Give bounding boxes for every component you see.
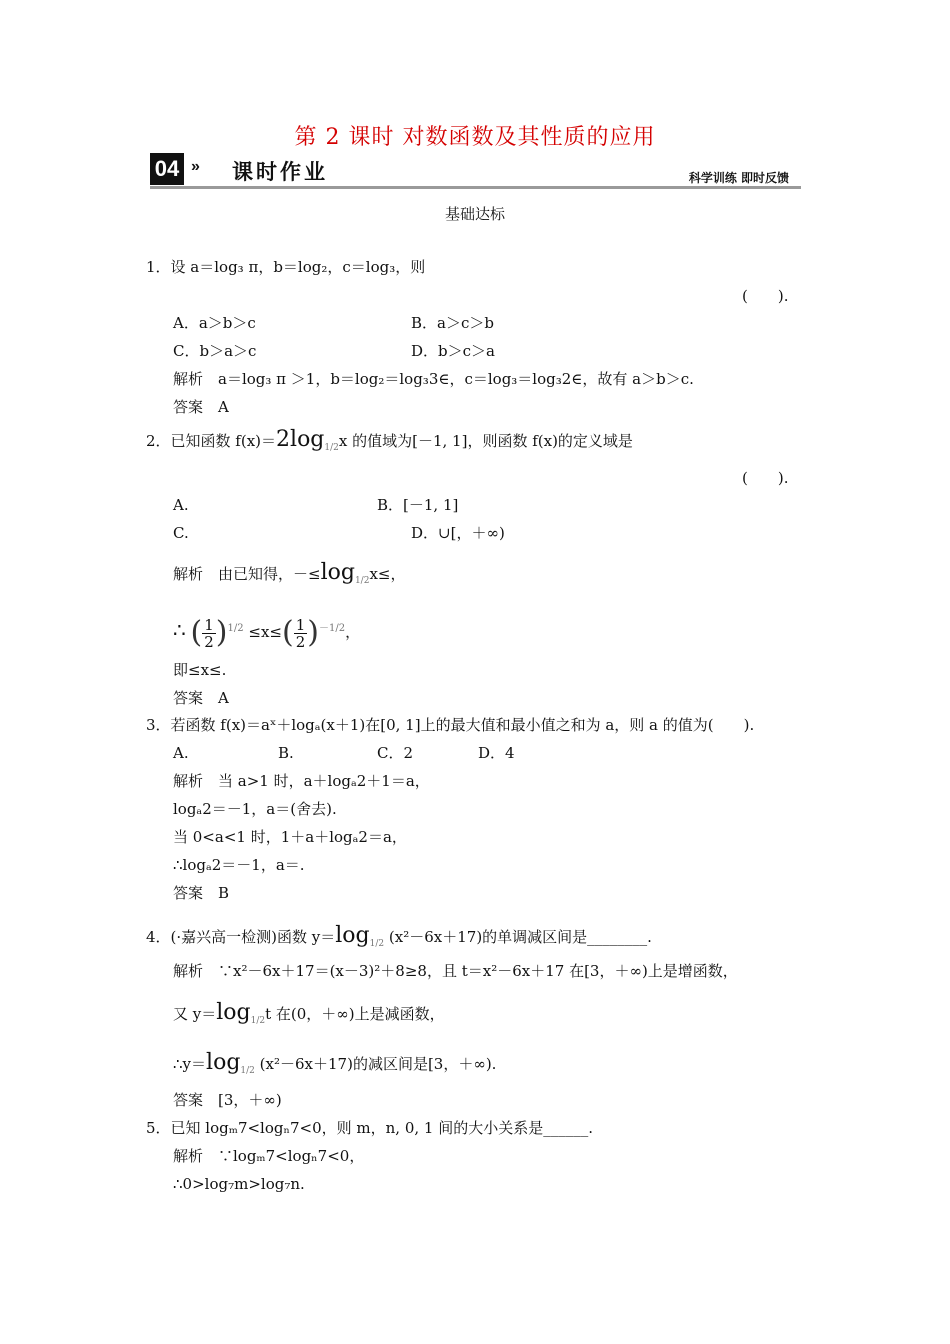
q5-analysis-1: 解析 ∵logₘ7<logₙ7<0， — [173, 1147, 365, 1165]
exponent-2: －1/2 — [318, 623, 346, 634]
q3-stem: 3．若函数 f(x)＝aˣ＋logₐ(x＋1)在[0, 1]上的最大值和最小值之和为 a，则 a 的值为( ). — [146, 716, 755, 734]
header-slogan: 科学训练 即时反馈 — [688, 171, 789, 185]
header-divider — [150, 186, 801, 189]
q2-stem-post: x 的值域为[－1, 1]，则函数 f(x)的定义域是 — [338, 432, 633, 450]
q2-analysis-base: 1/2 — [354, 576, 370, 586]
q2-inequality: ∴ ( $\frac{1}{2}$ )$^{1/2}$ ≤x≤( $\frac{1}{2}$ )$^{-1/2}$， — [173, 615, 361, 651]
q1-stem: 1．设 a＝log₃ π，b＝log₂，c＝log₃，则 — [146, 258, 426, 276]
q4-stem-post: (x²－6x＋17)的单调减区间是________. — [388, 928, 652, 946]
q4-analysis-3: $\therefore y=\log_{1/2}$ (x²－6x＋17)的减区间是[3，＋∞). — [173, 1050, 497, 1076]
q3-analysis-1: 解析 当 a>1 时，a＋logₐ2＋1＝a， — [173, 772, 430, 790]
q2-option-c: C. — [173, 524, 189, 542]
q3-option-b: B. — [278, 744, 294, 762]
q2-conclusion: 即≤x≤. — [173, 661, 227, 679]
lesson-title: 第 2 课时 对数函数及其性质的应用 — [294, 125, 656, 150]
q2-option-a: A. — [173, 496, 189, 514]
q4-log: log — [335, 923, 370, 948]
q2-leq-x-leq: ≤x≤ — [248, 623, 282, 641]
therefore-symbol: ∴ — [173, 618, 186, 642]
q3-option-c: C．2 — [377, 744, 414, 762]
q3-analysis-2: logₐ2＝－1，a＝(舍去). — [173, 800, 337, 818]
section-number-badge: 04 — [150, 153, 184, 185]
q2-option-d: D．∪[，＋∞) — [411, 524, 505, 542]
q2-answer: 答案 A — [173, 689, 229, 707]
q3-analysis-4: ∴logₐ2＝－1，a＝. — [173, 856, 305, 874]
q1-option-c: C．b＞a＞c — [173, 342, 257, 360]
q5-stem: 5．已知 logₘ7<logₙ7<0，则 m，n, 0, 1 间的大小关系是______. — [146, 1119, 593, 1137]
header-title: 课时作业 — [232, 160, 328, 184]
q4-analysis-2: 又 $y=\log_{1/2}t$ 在(0，＋∞)上是减函数， — [173, 1000, 445, 1026]
half-fraction: $\frac{1}{2}$ — [204, 615, 214, 651]
half-fraction-2: $\frac{1}{2}$ — [295, 615, 306, 651]
q4-stem-pre: 4．(·嘉兴高一检测)函数 y＝ — [146, 928, 336, 946]
section-title: 基础达标 — [444, 205, 505, 223]
q2-analysis — [173, 560, 406, 591]
q4-analysis-log: log — [216, 1000, 251, 1025]
q1-option-b: B．a＞c＞b — [411, 314, 494, 332]
section-header — [150, 152, 801, 190]
q2-option-b: B．[－1, 1] — [377, 496, 459, 514]
q2-answer-blank: ( ). — [742, 469, 789, 487]
q3-analysis-3: 当 0<a<1 时，1＋a＋logₐ2＝a， — [173, 828, 407, 846]
q2-analysis-post: x≤， — [369, 565, 406, 583]
exponent-1: 1/2 — [227, 623, 244, 634]
q1-analysis: 解析 a＝log₃ π ＞1，b＝log₂＝log₃3∈，c＝log₃＝log₃2∈，故有 a＞b＞c. — [173, 370, 694, 388]
q4-answer: 答案 [3，＋∞) — [173, 1091, 282, 1109]
q4-analysis-log-2: log — [206, 1050, 241, 1075]
q2-analysis-log: log — [320, 560, 355, 585]
q1-option-a: A．a＞b＞c — [173, 314, 256, 332]
q4-analysis-1: 解析 ∵x²－6x＋17＝(x－3)²＋8≥8，且 t＝x²－6x＋17 在[3，＋∞)上是增函数， — [173, 962, 738, 980]
q2-stem — [146, 427, 633, 458]
q2-analysis-pre: 解析 由已知得，－≤ — [173, 565, 321, 583]
chevron-icon: » — [191, 158, 200, 175]
q1-answer-blank: ( ). — [742, 287, 789, 305]
q3-answer: 答案 B — [173, 884, 230, 902]
q1-option-d: D．b＞c＞a — [411, 342, 495, 360]
q4-stem — [146, 923, 652, 954]
q3-option-d: D．4 — [478, 744, 515, 762]
q5-analysis-2: ∴0>log₇m>log₇n. — [173, 1175, 305, 1193]
q2-stem-pre: 2．已知函数 f(x)＝ — [146, 432, 277, 450]
q2-log-base: 1/2 — [324, 443, 339, 453]
q1-answer: 答案 A — [173, 398, 229, 416]
q2-log: 2log — [276, 427, 325, 452]
q4-log-base: 1/2 — [369, 939, 385, 949]
q3-option-a: A. — [173, 744, 189, 762]
